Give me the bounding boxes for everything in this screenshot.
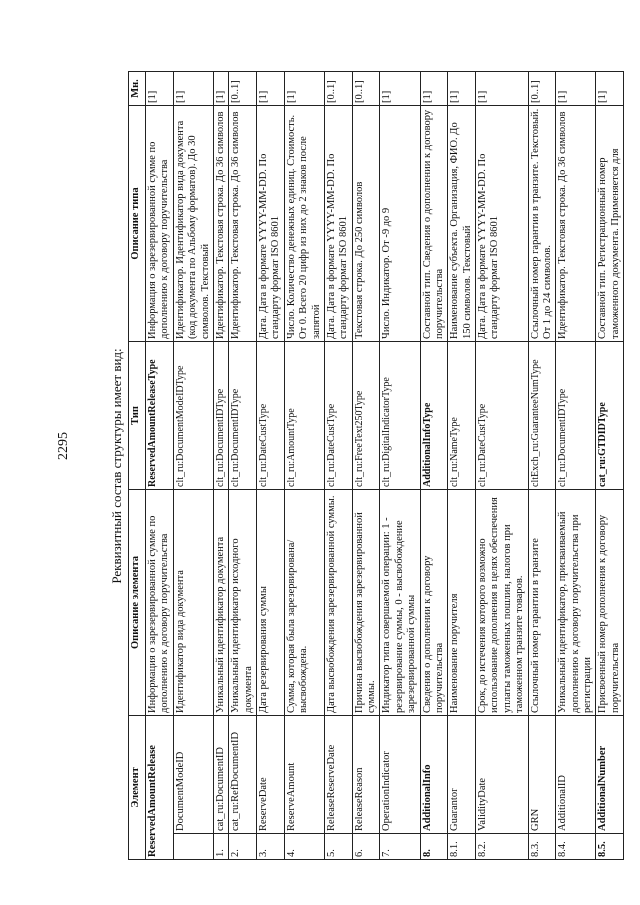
element-description: Наименование поручителя: [448, 490, 476, 716]
element-name: AdditionalNumber: [596, 716, 624, 834]
multiplicity: [1]: [257, 72, 285, 106]
element-type: cltExch_ru:GuaranteeNumType: [528, 342, 556, 490]
element-description: Уникальный идентификатор исходного документа: [229, 490, 257, 716]
table-row: [596, 72, 624, 860]
element-description: Сумма, которая была зарезервирована/ высвобождена.: [284, 490, 324, 716]
element-description: Уникальный идентификатор документа: [213, 490, 228, 716]
element-description: Информация о зарезервированной сумме по дополнению к договору поручительства: [146, 490, 174, 716]
row-number: [173, 834, 213, 860]
table-row: [284, 72, 324, 860]
page-number: 2295: [56, 432, 71, 460]
element-description: Идентификатор вида документа: [173, 490, 213, 716]
row-number: 4.: [284, 834, 324, 860]
header-element-description: Описание элемента: [129, 490, 146, 716]
table-row: [528, 72, 556, 860]
element-name: cat_ru:DocumentID: [213, 716, 228, 834]
row-number: 8.3.: [528, 834, 556, 860]
element-name: ValidityDate: [476, 716, 529, 834]
multiplicity: [1]: [448, 72, 476, 106]
element-name: ReserveDate: [257, 716, 285, 834]
element-description: Присвоенный номер дополнения к договору поручительства: [596, 490, 624, 716]
element-name: cat_ru:RefDocumentID: [229, 716, 257, 834]
element-description: Сведения о дополнении к договору поручительства: [420, 490, 448, 716]
element-name: ReservedAmountRelease: [146, 716, 174, 860]
type-description: Число. Индикатор. От -9 до 9: [380, 106, 420, 342]
table-row: [448, 72, 476, 860]
element-name: ReleaseReserveDate: [324, 716, 352, 834]
table-row: [257, 72, 285, 860]
element-type: clt_ru:DocumentIDType: [213, 342, 228, 490]
element-description: Дата резервирования суммы: [257, 490, 285, 716]
table-row: [380, 72, 420, 860]
element-type: clt_ru:DocumentIDType: [229, 342, 257, 490]
element-type: clt_ru:DateCustType: [324, 342, 352, 490]
table-row: [229, 72, 257, 860]
multiplicity: [1]: [380, 72, 420, 106]
header-type-description: Описание типа: [129, 106, 146, 342]
multiplicity: [1]: [146, 72, 174, 106]
element-name: GRN: [528, 716, 556, 834]
row-number: 5.: [324, 834, 352, 860]
table-body: [146, 72, 624, 860]
row-number: 8.: [420, 834, 448, 860]
multiplicity: [0..1]: [229, 72, 257, 106]
element-name: OperationIndicator: [380, 716, 420, 834]
multiplicity: [0..1]: [528, 72, 556, 106]
element-type: clt_ru:DateCustType: [257, 342, 285, 490]
type-description: Информация о зарезервированной сумме по дополнению к договору поручительства: [146, 106, 174, 342]
row-number: 1.: [213, 834, 228, 860]
element-type: clt_ru:DigitalIndicatorType: [380, 342, 420, 490]
table-row: [476, 72, 529, 860]
element-description: Индикатор типа совершаемой операции: 1 - резервирование суммы, 0 - высвобождение зарезервированной суммы: [380, 490, 420, 716]
header-element: Элемент: [129, 716, 146, 860]
element-description: Дата высвобождения зарезервированной суммы.: [324, 490, 352, 716]
type-description: Дата. Дата в формате YYYY-MM-DD. По стандарту формат ISO 8601: [324, 106, 352, 342]
row-number: 8.1.: [448, 834, 476, 860]
type-description: Идентификатор. Текстовая строка. До 36 символов: [213, 106, 228, 342]
header-multiplicity: Мн.: [129, 72, 146, 106]
element-type: AdditionalInfoType: [420, 342, 448, 490]
multiplicity: [1]: [420, 72, 448, 106]
element-description: Ссылочный номер гарантии в транзите: [528, 490, 556, 716]
element-name: ReleaseReason: [352, 716, 380, 834]
element-description: Причина высвобождения зарезервированной суммы.: [352, 490, 380, 716]
table-row: [352, 72, 380, 860]
type-description: Дата. Дата в формате YYYY-MM-DD. По стандарту формат ISO 8601: [257, 106, 285, 342]
row-number: 6.: [352, 834, 380, 860]
element-name: ReserveAmount: [284, 716, 324, 834]
type-description: Текстовая строка. До 250 символов: [352, 106, 380, 342]
multiplicity: [1]: [476, 72, 529, 106]
row-number: 8.5.: [596, 834, 624, 860]
element-type: clt_ru:DateCustType: [476, 342, 529, 490]
element-name: AdditionalInfo: [420, 716, 448, 834]
element-name: Guarantor: [448, 716, 476, 834]
table-row: [324, 72, 352, 860]
type-description: Идентификатор. Текстовая строка. До 36 символов: [229, 106, 257, 342]
type-description: Число. Количество денежных единиц. Стоимость. От 0. Всего 20 цифр из них до 2 знаков после запятой: [284, 106, 324, 342]
multiplicity: [1]: [173, 72, 213, 106]
element-type: ReservedAmountReleaseType: [146, 342, 174, 490]
type-description: Идентификатор. Текстовая строка. До 36 символов: [556, 106, 596, 342]
type-description: Дата. Дата в формате YYYY-MM-DD. По стандарту формат ISO 8601: [476, 106, 529, 342]
row-number: 3.: [257, 834, 285, 860]
type-description: Наименование субъекта. Организация, ФИО. До 150 символов. Текстовый: [448, 106, 476, 342]
table-row: [173, 72, 213, 860]
intro-text: Реквизитный состав структуры имеет вид:: [109, 348, 124, 584]
element-type: clt_ru:FreeText250Type: [352, 342, 380, 490]
type-description: Идентификатор. Идентификатор вида документа (код документа по Альбому форматов). До 30 символов. Текстовый: [173, 106, 213, 342]
table-row: [420, 72, 448, 860]
row-number: 2.: [229, 834, 257, 860]
type-description: Составной тип. Регистрационный номер таможенного документа. Применяется для: [596, 106, 624, 342]
table-row: [213, 72, 228, 860]
element-type: clt_ru:DocumentModeIDType: [173, 342, 213, 490]
multiplicity: [1]: [556, 72, 596, 106]
multiplicity: [0..1]: [324, 72, 352, 106]
type-description: Ссылочный номер гарантии в транзите. Текстовый. От 1 до 24 символов.: [528, 106, 556, 342]
row-number: 8.2.: [476, 834, 529, 860]
row-number: 7.: [380, 834, 420, 860]
multiplicity: [1]: [596, 72, 624, 106]
table-header-row: [129, 72, 146, 860]
row-number: 8.4.: [556, 834, 596, 860]
header-type: Тип: [129, 342, 146, 490]
element-description: Срок, до истечения которого возможно использование дополнения в целях обеспечения уплаты таможенных пошлин, налогов при таможенном транзите товаров.: [476, 490, 529, 716]
element-name: DocumentModeID: [173, 716, 213, 834]
multiplicity: [1]: [284, 72, 324, 106]
multiplicity: [1]: [213, 72, 228, 106]
element-type: clt_ru:DocumentIDType: [556, 342, 596, 490]
element-description: Уникальный идентификатор, присваиваемый дополнению к договору поручительства при регистрации: [556, 490, 596, 716]
element-type: clt_ru:AmountType: [284, 342, 324, 490]
type-description: Составной тип. Сведения о дополнении к договору поручительства: [420, 106, 448, 342]
element-type: clt_ru:NameType: [448, 342, 476, 490]
table-row: [556, 72, 596, 860]
table-row: [146, 72, 174, 860]
element-name: AdditionalID: [556, 716, 596, 834]
structure-table: [128, 71, 624, 860]
structure-table-container: [128, 72, 633, 860]
element-type: cat_ru:GTDIDType: [596, 342, 624, 490]
multiplicity: [0..1]: [352, 72, 380, 106]
